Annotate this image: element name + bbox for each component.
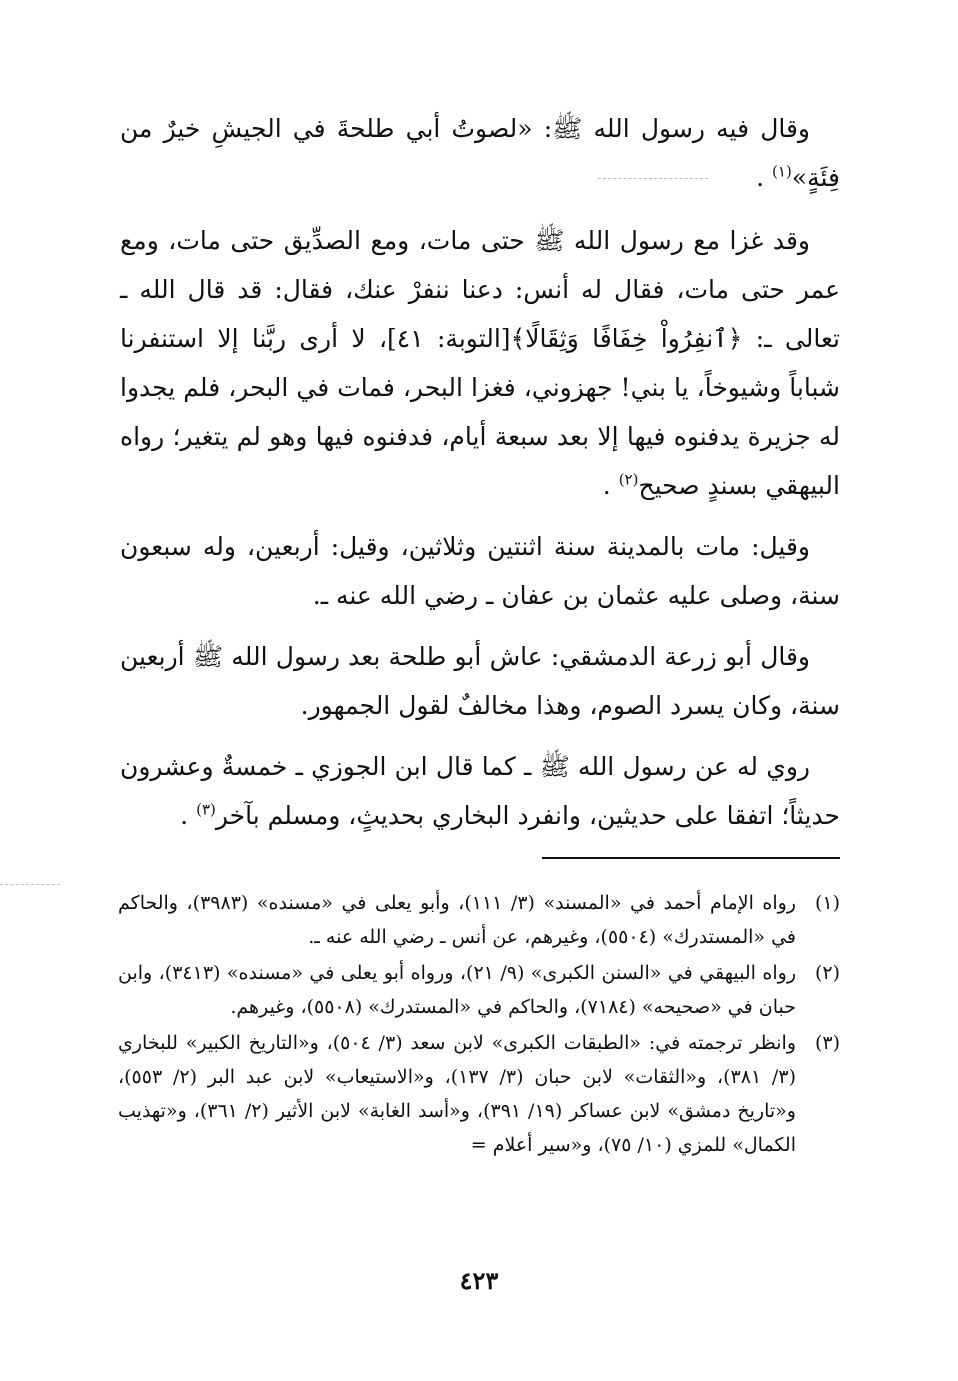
paragraph-tail: . <box>602 471 611 500</box>
paragraph-tail: . <box>756 163 765 192</box>
paragraph-text: وقال فيه رسول الله ﷺ: «لصوتُ أبي طلحةَ في الجيشِ خيرٌ من فِئَةٍ» <box>120 114 840 192</box>
footnote-number: (٣) <box>814 1032 840 1054</box>
paragraph <box>120 216 840 510</box>
paragraph <box>120 522 840 620</box>
footnote-number: (١) <box>814 892 840 914</box>
footnote-number: (٢) <box>814 962 840 984</box>
paragraph-text: وقد غزا مع رسول الله ﷺ حتى مات، ومع الصدِّيق حتى مات، ومع عمر حتى مات، فقال له أنس: دعنا ننفرْ عنك، فقال: قد قال الله ـ تعالى ـ: ﴿ٱنفِرُواْ خِفَافًا وَثِقَالًا﴾[التوبة: ٤١]، لا أرى ربَّنا إلا استنفرنا شباباً وشيوخاً، يا بني! جهزوني، فغزا البحر، فمات في البحر، فلم يجدوا له جزيرة يدفنوه فيها إلا بعد سبعة أيام، فدفنوه فيها وهو لم يتغير؛ رواه البيهقي بسندٍ صحيح <box>120 226 840 500</box>
footnote-ref: (٢) <box>618 470 639 489</box>
paragraph-text: روي له عن رسول الله ﷺ ـ كما قال ابن الجوزي ـ خمسةٌ وعشرون حديثاً؛ اتفقا على حديثين، وانفرد البخاري بحديثٍ، ومسلم بآخر <box>120 752 840 830</box>
paragraph-text: وقيل: مات بالمدينة سنة اثنتين وثلاثين، وقيل: أربعين، وله سبعون سنة، وصلى عليه عثمان بن عفان ـ رضي الله عنه ـ. <box>120 532 840 610</box>
footnote-item <box>118 886 840 954</box>
paragraph <box>120 742 840 840</box>
paragraph-tail: . <box>180 801 189 830</box>
paragraph <box>120 632 840 730</box>
footnote-text: وانظر ترجمته في: «الطبقات الكبرى» لابن سعد (٣/ ٥٠٤)، و«التاريخ الكبير» للبخاري (٣/ ٣٨١)، و«الثقات» لابن حبان (٣/ ١٣٧)، و«الاستيعاب» لابن عبد البر (٢/ ٥٥٣)، و«تاريخ دمشق» لابن عساكر (١٩/ ٣٩١)، و«أسد الغابة» لابن الأثير (٢/ ٣٦١)، و«تهذيب الكمال» للمزي (١٠/ ٧٥)، و«سير أعلام = <box>118 1032 796 1156</box>
paragraph <box>120 104 840 202</box>
main-text <box>120 104 840 852</box>
footnote-text: رواه البيهقي في «السنن الكبرى» (٩/ ٢١)، ورواه أبو يعلى في «مسنده» (٣٤١٣)، وابن حبان في «صحيحه» (٧١٨٤)، والحاكم في «المستدرك» (٥٥٠٨)، وغيرهم. <box>118 962 796 1018</box>
footnote-item <box>118 1026 840 1162</box>
page-number: ٤٢٣ <box>459 1266 499 1295</box>
footnote-divider <box>542 857 840 859</box>
footnotes <box>118 886 840 1164</box>
footnote-ref: (١) <box>772 162 792 181</box>
footnote-ref: (٣) <box>196 800 216 819</box>
footnote-item <box>118 956 840 1024</box>
footnote-text: رواه الإمام أحمد في «المسند» (٣/ ١١١)، وأبو يعلى في «مسنده» (٣٩٨٣)، والحاكم في «المستدرك» (٥٥٠٤)، وغيرهم، عن أنس ـ رضي الله عنه ـ. <box>118 892 796 948</box>
scan-mark <box>0 884 60 885</box>
paragraph-text: وقال أبو زرعة الدمشقي: عاش أبو طلحة بعد رسول الله ﷺ أربعين سنة، وكان يسرد الصوم، وهذا مخالفٌ لقول الجمهور. <box>120 642 840 720</box>
